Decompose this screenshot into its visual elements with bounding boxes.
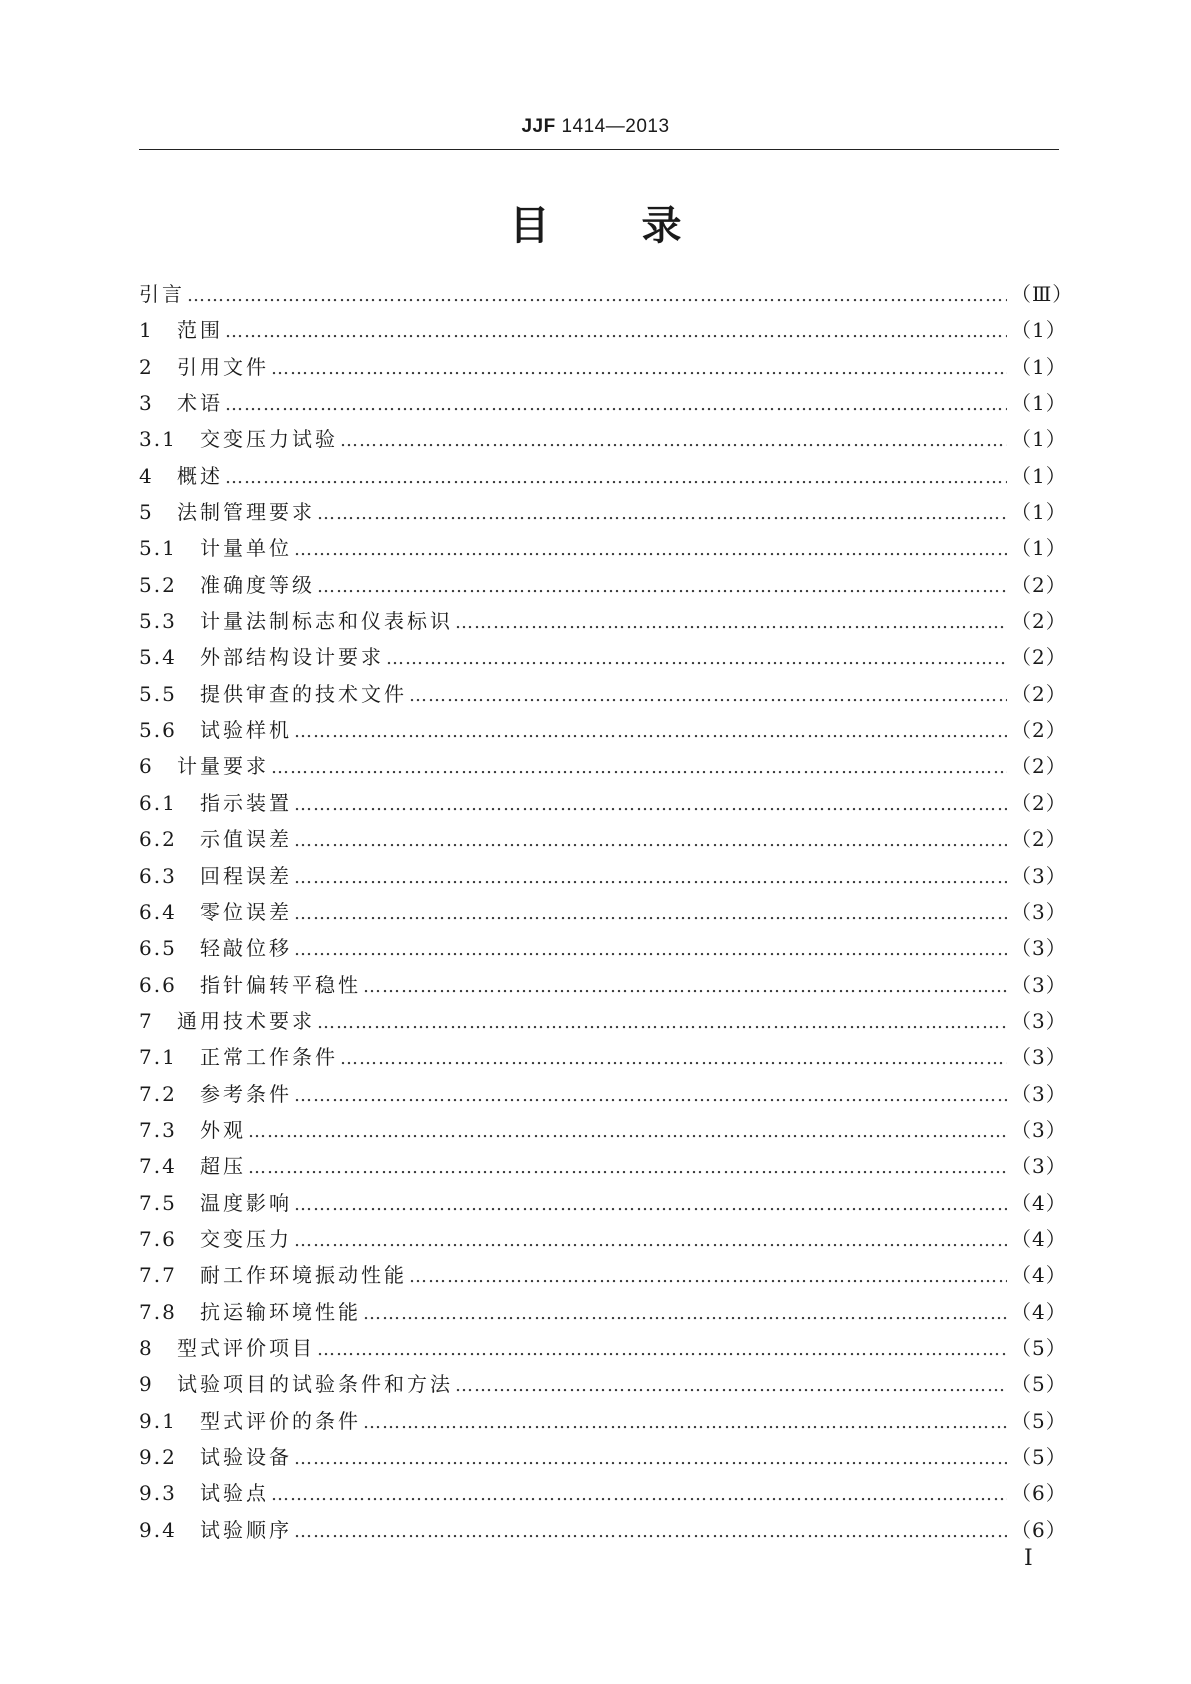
toc-entry[interactable] [139, 1003, 1067, 1039]
toc-leader-dots [409, 1259, 1007, 1295]
toc-entry-label: 试验项目的试验条件和方法 [177, 1372, 453, 1397]
toc-leader-dots [317, 1005, 1007, 1041]
toc-entry[interactable] [139, 276, 1074, 312]
toc-leader-dots [317, 496, 1007, 532]
toc-entry-label: 交变压力 [200, 1226, 292, 1251]
toc-entry-page: （1） [1011, 500, 1067, 525]
toc-entry[interactable] [139, 530, 1067, 566]
toc-entry-label: 指示装置 [200, 790, 292, 815]
standard-code-number: 1414—2013 [555, 116, 670, 137]
toc-entry-number: 2 [139, 354, 154, 379]
toc-entry-number: 7.2 [139, 1081, 177, 1106]
toc-entry-page: （5） [1011, 1445, 1067, 1469]
toc-entry[interactable] [139, 1185, 1067, 1221]
toc-entry-number: 5.2 [139, 572, 177, 597]
toc-entry[interactable] [139, 1330, 1067, 1366]
toc-entry[interactable] [139, 1475, 1067, 1511]
toc-entry[interactable] [139, 385, 1067, 421]
toc-leader-dots [294, 932, 1007, 968]
toc-entry-label: 外观 [200, 1117, 246, 1142]
toc-entry-number: 7 [139, 1008, 154, 1033]
toc-entry-label: 超压 [200, 1154, 246, 1179]
toc-leader-dots [294, 896, 1007, 932]
toc-leader-dots [294, 1187, 1007, 1223]
toc-entry-page: （2） [1011, 572, 1067, 597]
toc-entry[interactable] [139, 1039, 1067, 1075]
toc-entry-number: 1 [139, 318, 154, 343]
toc-entry-label: 指针偏转平稳性 [200, 972, 361, 997]
toc-entry-number: 7.1 [139, 1045, 177, 1070]
toc-entry-label: 引用文件 [177, 354, 269, 379]
toc-entry[interactable] [139, 312, 1067, 348]
toc-entry-label: 试验点 [200, 1481, 269, 1506]
toc-entry[interactable] [139, 712, 1067, 748]
toc-entry-number: 7.7 [139, 1263, 177, 1288]
toc-entry[interactable] [139, 1076, 1067, 1112]
toc-entry-label: 引言 [139, 282, 185, 306]
toc-entry-number: 6 [139, 754, 154, 779]
toc-entry-page: （2） [1011, 718, 1067, 743]
toc-entry-page: （1） [1011, 354, 1067, 379]
toc-entry-label: 计量要求 [177, 754, 269, 779]
toc-entry[interactable] [139, 894, 1067, 930]
toc-leader-dots [271, 750, 1007, 786]
toc-entry-page: （1） [1011, 463, 1067, 488]
toc-entry-label: 试验设备 [200, 1445, 292, 1469]
toc-entry-number: 6.6 [139, 972, 177, 997]
toc-entry-number: 9 [139, 1372, 154, 1397]
toc-entry-label: 参考条件 [200, 1081, 292, 1106]
toc-entry[interactable] [139, 421, 1067, 457]
toc-entry-label: 概述 [177, 463, 223, 488]
toc-leader-dots [225, 460, 1007, 496]
toc-entry-number: 5.6 [139, 718, 177, 743]
toc-leader-dots [294, 1223, 1007, 1259]
toc-entry-page: （2） [1011, 681, 1067, 706]
toc-leader-dots [294, 1078, 1007, 1114]
toc-entry[interactable] [139, 1512, 1067, 1548]
toc-entry-label: 交变压力试验 [200, 427, 338, 452]
toc-leader-dots [294, 787, 1007, 823]
toc-entry[interactable] [139, 676, 1067, 712]
toc-leader-dots [340, 1041, 1007, 1077]
toc-entry-label: 示值误差 [200, 827, 292, 852]
toc-leader-dots [294, 860, 1007, 896]
toc-entry-page: （2） [1011, 827, 1067, 852]
toc-leader-dots [271, 351, 1007, 387]
toc-entry-page: （3） [1011, 936, 1067, 961]
toc-entry-page: （6） [1011, 1517, 1067, 1542]
toc-entry-number: 6.3 [139, 863, 177, 888]
toc-entry-page: （2） [1011, 754, 1067, 779]
toc-entry-number: 4 [139, 463, 154, 488]
toc-entry-page: （3） [1011, 1008, 1067, 1033]
toc-entry-label: 抗运输环境性能 [200, 1299, 361, 1324]
toc-entry-page: （3） [1011, 899, 1067, 924]
toc-entry[interactable] [139, 1294, 1067, 1330]
toc-entry-page: （3） [1011, 1154, 1067, 1179]
toc-entry-page: （Ⅲ） [1011, 282, 1074, 306]
title-char-2: 录 [641, 203, 682, 249]
toc-entry-number: 5.3 [139, 609, 177, 634]
toc-entry[interactable] [139, 1403, 1067, 1439]
toc-leader-dots [225, 387, 1007, 423]
toc-leader-dots [363, 969, 1007, 1005]
toc-entry-page: （4） [1011, 1263, 1067, 1288]
toc-entry-label: 温度影响 [200, 1190, 292, 1215]
toc-entry-number: 8 [139, 1335, 154, 1360]
toc-entry-number: 7.8 [139, 1299, 177, 1324]
toc-entry[interactable] [139, 1221, 1067, 1257]
toc-entry[interactable] [139, 458, 1067, 494]
toc-entry-page: （3） [1011, 863, 1067, 888]
toc-entry[interactable] [139, 639, 1067, 675]
toc-leader-dots [409, 678, 1007, 714]
toc-entry-label: 试验样机 [200, 718, 292, 743]
toc-leader-dots [294, 1514, 1007, 1550]
toc-leader-dots [225, 314, 1007, 350]
toc-entry[interactable] [139, 567, 1067, 603]
toc-entry-number: 9.3 [139, 1481, 177, 1506]
toc-leader-dots [248, 1114, 1007, 1150]
toc-entry-label: 耐工作环境振动性能 [200, 1263, 407, 1288]
toc-entry-page: （5） [1011, 1372, 1067, 1397]
toc-entry-page: （2） [1011, 790, 1067, 815]
toc-entry-label: 术语 [177, 391, 223, 416]
toc-entry-number: 5.5 [139, 681, 177, 706]
toc-entry[interactable] [139, 1148, 1067, 1184]
document-header [0, 116, 1191, 138]
toc-entry[interactable] [139, 785, 1067, 821]
toc-entry-number: 6.1 [139, 790, 177, 815]
toc-entry-label: 型式评价项目 [177, 1335, 315, 1360]
toc-entry[interactable] [139, 1112, 1067, 1148]
title-char-1: 目 [509, 203, 550, 249]
toc-entry-number: 6.5 [139, 936, 177, 961]
toc-entry[interactable] [139, 603, 1067, 639]
toc-entry-page: （1） [1011, 536, 1067, 561]
toc-entry[interactable] [139, 858, 1067, 894]
toc-entry-page: （1） [1011, 427, 1067, 452]
toc-entry-number: 7.5 [139, 1190, 177, 1215]
toc-entry-number: 7.4 [139, 1154, 177, 1179]
toc-leader-dots [248, 1150, 1007, 1186]
toc-entry-page: （5） [1011, 1335, 1067, 1360]
toc-entry-page: （3） [1011, 1081, 1067, 1106]
toc-entry-label: 范围 [177, 318, 223, 343]
toc-leader-dots [340, 423, 1007, 459]
toc-entry-page: （1） [1011, 391, 1067, 416]
toc-entry-number: 5.4 [139, 645, 177, 670]
toc-entry[interactable] [139, 1257, 1067, 1293]
toc-entry[interactable] [139, 1366, 1067, 1402]
toc-entry-page: （5） [1011, 1408, 1067, 1433]
toc-entry-label: 外部结构设计要求 [200, 645, 384, 670]
toc-entry-page: （2） [1011, 609, 1067, 634]
toc-entry-number: 5 [139, 500, 154, 525]
toc-entry[interactable] [139, 494, 1067, 530]
toc-entry-number: 9.2 [139, 1445, 177, 1469]
toc-leader-dots [317, 1332, 1007, 1368]
toc-leader-dots [294, 823, 1007, 859]
table-of-contents [139, 276, 1074, 1548]
toc-leader-dots [294, 532, 1007, 568]
toc-entry-page: （3） [1011, 972, 1067, 997]
toc-entry[interactable] [139, 821, 1067, 857]
toc-leader-dots [317, 569, 1007, 605]
toc-entry-label: 计量单位 [200, 536, 292, 561]
toc-entry[interactable] [139, 349, 1067, 385]
toc-leader-dots [363, 1405, 1007, 1441]
toc-entry-page: （4） [1011, 1190, 1067, 1215]
toc-entry-page: （4） [1011, 1299, 1067, 1324]
toc-entry-number: 7.3 [139, 1117, 177, 1142]
toc-leader-dots [363, 1296, 1007, 1332]
standard-code-prefix: JJF [521, 116, 556, 137]
toc-entry-page: （3） [1011, 1045, 1067, 1070]
toc-entry-label: 提供审查的技术文件 [200, 681, 407, 706]
header-rule [139, 149, 1059, 150]
toc-leader-dots [187, 278, 1007, 314]
toc-entry[interactable] [139, 930, 1067, 966]
toc-entry-number: 7.6 [139, 1226, 177, 1251]
toc-entry-number: 6.2 [139, 827, 177, 852]
toc-entry-number: 3.1 [139, 427, 177, 452]
toc-entry-label: 回程误差 [200, 863, 292, 888]
toc-entry-number: 9.4 [139, 1517, 177, 1542]
toc-entry-label: 计量法制标志和仪表标识 [200, 609, 453, 634]
toc-entry[interactable] [139, 1439, 1067, 1475]
toc-entry-label: 通用技术要求 [177, 1008, 315, 1033]
toc-entry-label: 型式评价的条件 [200, 1408, 361, 1433]
toc-leader-dots [294, 1441, 1007, 1477]
toc-entry-number: 9.1 [139, 1408, 177, 1433]
toc-leader-dots [294, 714, 1007, 750]
toc-entry-page: （1） [1011, 318, 1067, 343]
toc-entry-label: 准确度等级 [200, 572, 315, 597]
toc-entry-number: 5.1 [139, 536, 177, 561]
toc-entry-label: 法制管理要求 [177, 500, 315, 525]
toc-leader-dots [386, 641, 1007, 677]
toc-entry-page: （2） [1011, 645, 1067, 670]
toc-entry-label: 轻敲位移 [200, 936, 292, 961]
toc-leader-dots [271, 1477, 1007, 1513]
toc-leader-dots [455, 1368, 1007, 1404]
toc-entry-page: （3） [1011, 1117, 1067, 1142]
toc-entry[interactable] [139, 967, 1067, 1003]
page-number: Ⅰ [1024, 1546, 1033, 1571]
toc-leader-dots [455, 605, 1007, 641]
toc-entry-page: （6） [1011, 1481, 1067, 1506]
toc-entry-label: 正常工作条件 [200, 1045, 338, 1070]
page-title [0, 194, 1191, 251]
toc-entry-number: 6.4 [139, 899, 177, 924]
toc-entry-page: （4） [1011, 1226, 1067, 1251]
toc-entry-label: 零位误差 [200, 899, 292, 924]
toc-entry-number: 3 [139, 391, 154, 416]
toc-entry-label: 试验顺序 [200, 1517, 292, 1542]
toc-entry[interactable] [139, 748, 1067, 784]
